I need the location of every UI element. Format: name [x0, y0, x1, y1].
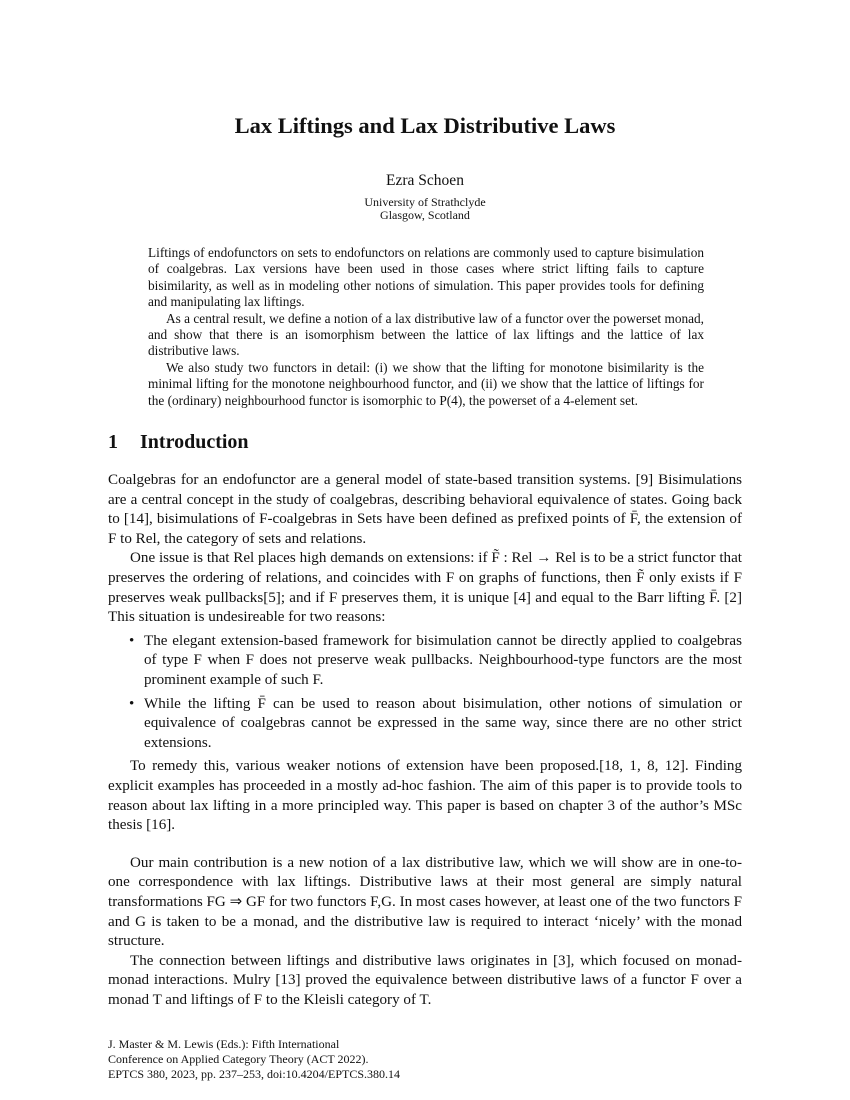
- abstract-paragraph: Liftings of endofunctors on sets to endofunctors on relations are commonly used to capture bisimulation of coalgebras. Lax versions have been used in those cases where strict lifting fails to capture bisimilarity, as well as in modeling other notions of simulation. This paper provides tools for defining and manipulating lax liftings.: [148, 245, 704, 310]
- affiliation-location: Glasgow, Scotland: [380, 208, 470, 222]
- footer-line: EPTCS 380, 2023, pp. 237–253, doi:10.4204/EPTCS.380.14: [108, 1066, 401, 1081]
- bullet-list: [108, 632, 742, 754]
- body-paragraph: One issue is that Rel places high demands on extensions: if F̃ : Rel → Rel is to be a strict functor that preserves the ordering of relations, and coincides with F on graphs of functions, then F̃ only exists if F preserves weak pullbacks[5]; and if F preserves them, it is unique [4] and equal to the Barr lifting F̄. [2] This situation is undesireable for two reasons:: [108, 550, 742, 626]
- paper-title: Lax Liftings and Lax Distributive Laws: [234, 113, 616, 138]
- page-content: [0, 245, 850, 1082]
- section-title: Introduction: [140, 431, 249, 454]
- footer-line: J. Master & M. Lewis (Eds.): Fifth International: [108, 1036, 340, 1051]
- abstract-paragraph: We also study two functors in detail: (i) we show that the lifting for monotone bisimilarity is the minimal lifting for the monotone neighbourhood functor, and (ii) we show that the lattice of liftings for the (ordinary) neighbourhood functor is isomorphic to P(4), the powerset of a 4-element set.: [148, 359, 704, 408]
- abstract-paragraph: As a central result, we define a notion of a lax distributive law of a functor over the powerset monad, and show that there is an isomorphism between the lattice of lax liftings and the lattice of lax distributive laws.: [148, 310, 704, 359]
- body-paragraph: The connection between liftings and distributive laws originates in [3], which focused on monad-monad interactions. Mulry [13] proved the equivalence between distributive laws of a functor F over a monad T and liftings of F to the Kleisli category of T.: [108, 952, 742, 1008]
- intro-body-continued: [108, 854, 742, 1011]
- body-paragraph: To remedy this, various weaker notions of extension have been proposed.[18, 1, 8, 12]. Finding explicit examples has proceeded in a mostly ad-hoc fashion. The aim of this paper is to provide tools to reason about lax lifting in a more principled way. This paper is based on chapter 3 of the author’s MSc thesis [16].: [108, 758, 742, 834]
- body-paragraph: Coalgebras for an endofunctor are a general model of state-based transition systems. [9] Bisimulations are a central concept in the study of coalgebras, describing behavioral equivalence of states. Going back to [14], bisimulations of F-coalgebras in Sets have been defined as prefixed points of F̄, the extension of F to Rel, the category of sets and relations.: [108, 472, 742, 547]
- bullet-item: • The elegant extension-based framework for bisimulation cannot be directly applied to coalgebras of type F when F does not preserve weak pullbacks. Neighbourhood-type functors are the most prominent example of such F.: [144, 632, 742, 691]
- intro-body: [108, 471, 742, 836]
- section-number: 1: [108, 431, 118, 454]
- bullet-item: • While the lifting F̄ can be used to reason about bisimulation, other notions of simulation or equivalence of coalgebras cannot be expressed in the same way, since there are no other strict extensions.: [144, 695, 742, 754]
- section-heading: [108, 429, 850, 455]
- affiliation-university: University of Strathclyde: [364, 195, 486, 209]
- footer-line: Conference on Applied Category Theory (ACT 2022).: [108, 1051, 369, 1066]
- publication-footer: [108, 1037, 850, 1082]
- abstract: [148, 245, 704, 409]
- body-paragraph: Our main contribution is a new notion of a lax distributive law, which we will show are in one-to-one correspondence with lax liftings. Distributive laws at their most general are simply natural transformations FG ⇒ GF for two functors F,G. In most cases however, at least one of the two functors F and G is taken to be a monad, and the distributive law is required to interact ‘nicely’ with the monad structure.: [108, 854, 742, 950]
- author-name: Ezra Schoen: [386, 172, 464, 189]
